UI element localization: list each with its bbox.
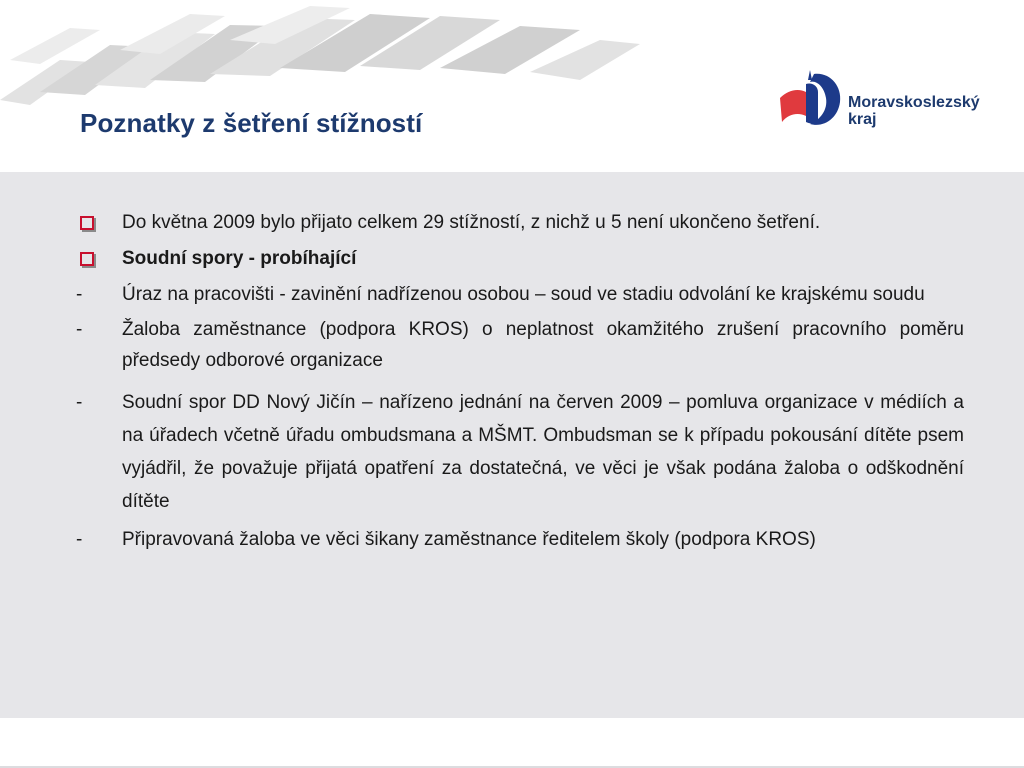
list-item-text: Do května 2009 bylo přijato celkem 29 stížností, z nichž u 5 není ukončeno šetření. — [122, 212, 821, 233]
list-item — [76, 314, 964, 376]
list-item-text: Žaloba zaměstnance (podpora KROS) o neplatnost okamžitého zrušení pracovního poměru předsedy odborové organizace — [122, 319, 964, 371]
dash-bullet: - — [76, 319, 83, 340]
dash-bullet: - — [76, 529, 83, 550]
list-item — [76, 279, 964, 310]
dash-bullet: - — [76, 392, 83, 413]
logo-line-1: Moravskoslezský — [848, 94, 980, 111]
list-item-text: Soudní spory - probíhající — [122, 248, 357, 269]
list-item — [76, 243, 964, 275]
slide-content — [0, 172, 1024, 718]
slide-header — [0, 0, 1024, 172]
list-item — [76, 524, 964, 556]
logo-text — [848, 94, 980, 128]
brand-logo — [776, 66, 986, 132]
slide-footer — [0, 718, 1024, 768]
list-item — [76, 207, 964, 239]
square-bullet-icon — [80, 252, 94, 266]
list-item — [76, 386, 964, 518]
list-item-text: Připravovaná žaloba ve věci šikany zaměstnance ředitelem školy (podpora KROS) — [122, 529, 816, 550]
dash-bullet: - — [76, 284, 83, 305]
square-bullet-icon — [80, 216, 94, 230]
list-item-text: Soudní spor DD Nový Jičín – nařízeno jednání na červen 2009 – pomluva organizace v médiích a na úřadech včetně úřadu ombudsmana a MŠMT. Ombudsman se k případu pokousání dítěte psem vyjádřil, že považuje přijatá opatření za dostatečná, ve věci je však podána žaloba o odškodnění dítěte — [122, 392, 964, 512]
logo-line-2: kraj — [848, 111, 877, 128]
bullet-list — [76, 207, 964, 556]
list-item-text: Úraz na pracovišti - zavinění nadřízenou osobou – soud ve stadiu odvolání ke krajskému soudu — [122, 284, 925, 305]
page-title: Poznatky z šetření stížností — [80, 108, 423, 138]
decorative-stripes — [0, 0, 700, 115]
moravskoslezsky-kraj-logo — [776, 66, 846, 132]
